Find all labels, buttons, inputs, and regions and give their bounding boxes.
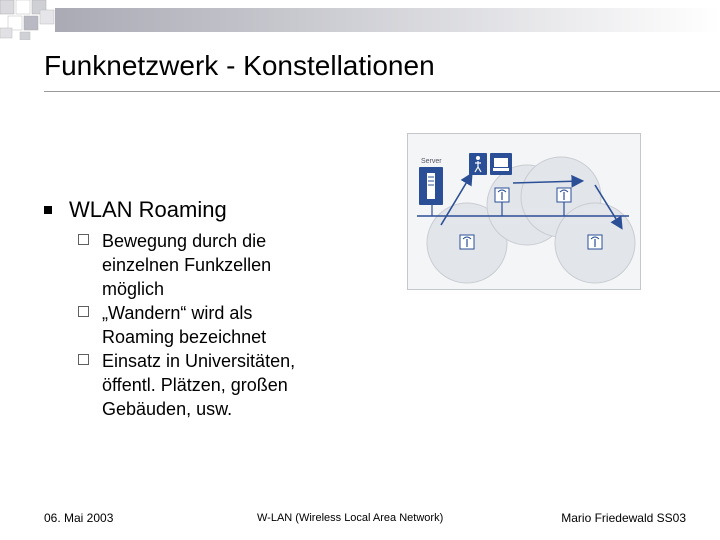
access-point-icon <box>557 188 571 202</box>
footer-author: Mario Friedewald SS03 <box>561 511 686 525</box>
footer-topic: W-LAN (Wireless Local Area Network) <box>257 512 444 524</box>
footer-date: 06. Mai 2003 <box>44 511 114 525</box>
server-label: Server <box>421 158 442 165</box>
title-divider <box>44 91 720 92</box>
sub-bullet-line: „Wandern“ wird als <box>102 303 253 323</box>
laptop-icon <box>490 153 512 175</box>
sub-bullet-line: Gebäuden, usw. <box>102 399 233 419</box>
sub-bullet-item <box>78 349 328 421</box>
sub-bullet-item <box>78 229 328 301</box>
hollow-square-bullet-icon <box>78 234 89 245</box>
access-point-icon <box>460 235 474 249</box>
server-icon <box>419 167 443 205</box>
hollow-square-bullet-icon <box>78 306 89 317</box>
hollow-square-bullet-icon <box>78 354 89 365</box>
header-decoration <box>0 0 720 40</box>
sub-bullet-line: Bewegung durch die <box>102 231 267 251</box>
sub-bullet-line: öffentl. Plätzen, großen <box>102 375 288 395</box>
sub-bullet-line: Roaming bezeichnet <box>102 327 267 347</box>
sub-bullet-list <box>78 229 328 421</box>
access-point-icon <box>588 235 602 249</box>
person-icon <box>469 153 487 175</box>
sub-bullet-line: einzelnen Funkzellen <box>102 255 272 275</box>
sub-bullet-line: möglich <box>102 279 165 299</box>
access-point-icon <box>495 188 509 202</box>
sub-bullet-line: Einsatz in Universitäten, <box>102 351 296 371</box>
roaming-diagram <box>407 133 641 290</box>
sub-bullet-item <box>78 301 328 349</box>
main-bullet-text: WLAN Roaming <box>69 197 227 222</box>
page-title: Funknetzwerk - Konstellationen <box>44 50 435 81</box>
square-bullet-icon <box>44 206 52 214</box>
